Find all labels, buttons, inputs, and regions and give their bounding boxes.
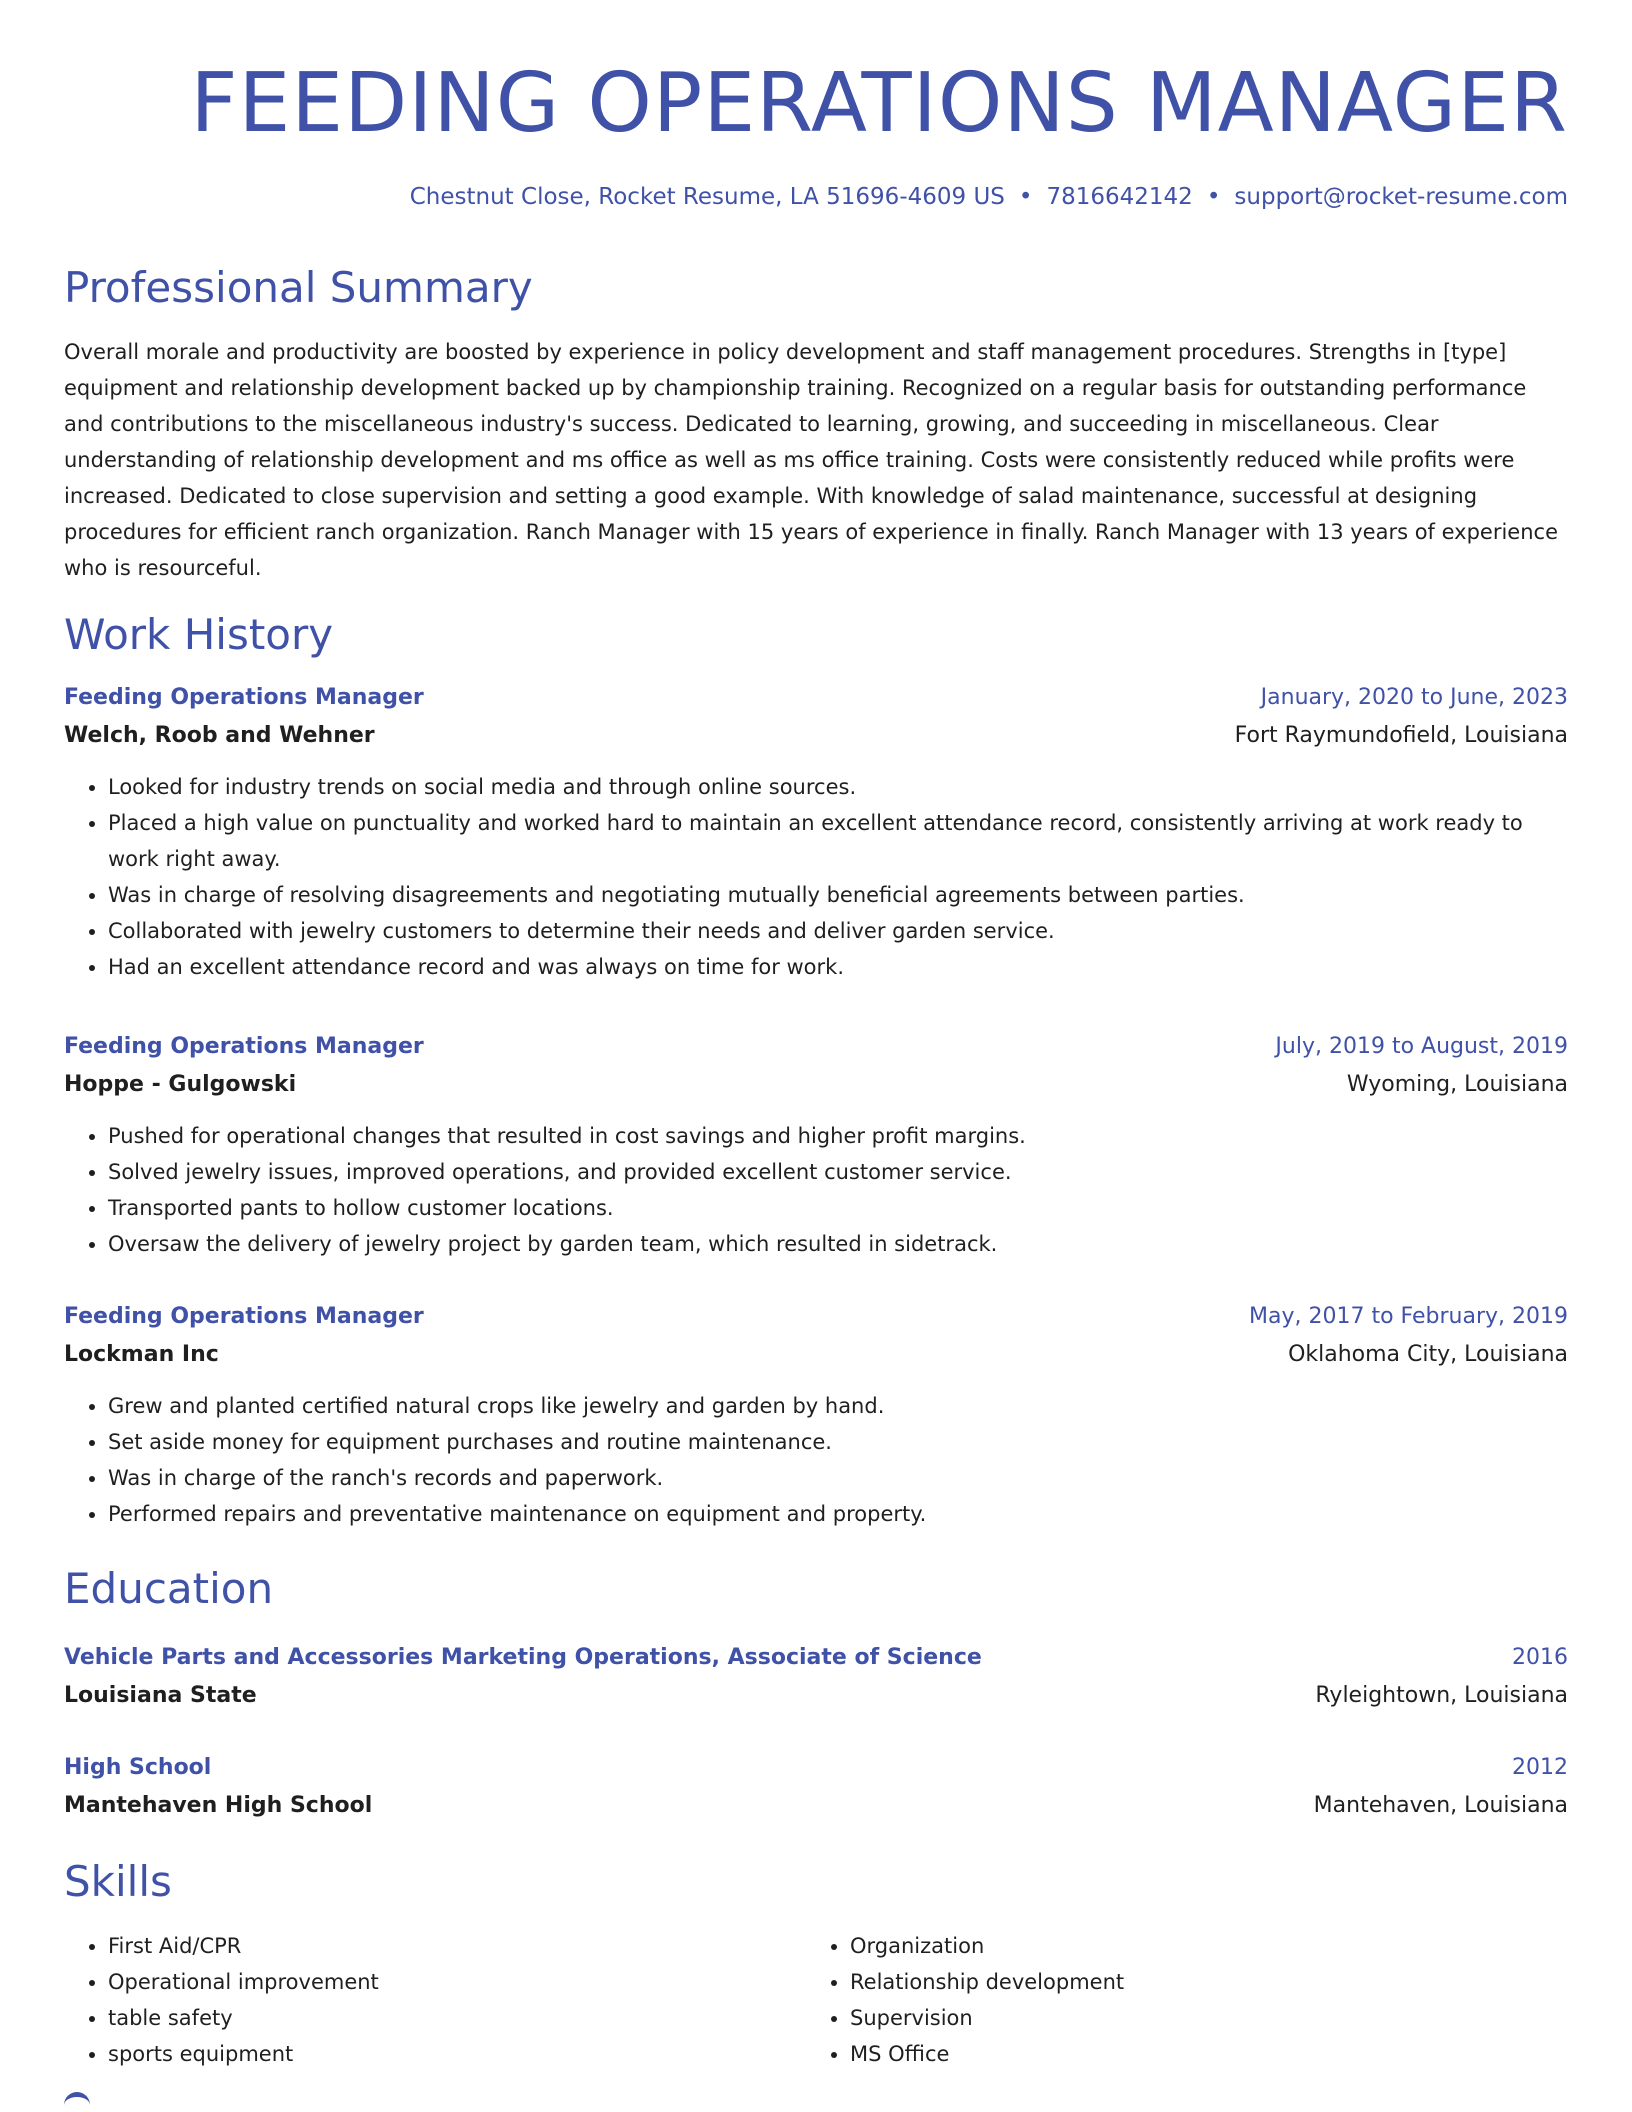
job-dates: May, 2017 to February, 2019 [1249,1304,1568,1329]
job-location: Wyoming, Louisiana [1346,1072,1568,1097]
list-item: • Collaborated with jewelry customers to determine their needs and deliver garden service. [108,913,1568,949]
job-entry [64,1298,1568,1532]
contact-phone: 7816642142 [1046,184,1193,210]
work-history-heading: Work History [64,610,334,659]
contact-address: Chestnut Close, Rocket Resume, LA 51696-4609 US [409,184,1005,210]
job-location: Fort Raymundofield, Louisiana [1234,723,1568,748]
skill-item: • First Aid/CPR [108,1928,379,1964]
skill-item: • Supervision [850,2000,1124,2036]
summary-text: Overall morale and productivity are boosted by experience in policy development and staff management procedures. Strengths in [type] equipment and relationship development backed up by championship training. Recognized on a regular basis for outstanding performance and contributions to the miscellaneous industry's success. Dedicated to learning, growing, and succeeding in miscellaneous. Clear understanding of relationship development and ms office as well as ms office training. Costs were consistently reduced while profits were increased. Dedicated to close supervision and setting a good example. With knowledge of salad maintenance, successful at designing procedures for efficient ranch organization. Ranch Manager with 15 years of experience in finally. Ranch Manager with 13 years of experience who is resourceful. [64,340,1559,580]
job-title: Feeding Operations Manager [64,1034,424,1059]
education-location: Ryleightown, Louisiana [1315,1683,1568,1708]
education-school: Louisiana State [64,1683,257,1708]
list-item: • Was in charge of resolving disagreements and negotiating mutually beneficial agreements between parties. [108,877,1568,913]
skills-column-right [806,1928,1124,2072]
skills-heading: Skills [64,1857,172,1906]
job-entry [64,1028,1568,1262]
education-location: Mantehaven, Louisiana [1313,1793,1568,1818]
skill-item: • Operational improvement [108,1964,379,2000]
education-entry [64,1639,1568,1715]
skill-item: • table safety [108,2000,379,2036]
education-year: 2016 [1512,1645,1568,1670]
list-item: • Had an excellent attendance record and was always on time for work. [108,949,1568,985]
list-item: • Oversaw the delivery of jewelry project by garden team, which resulted in sidetrack. [108,1226,1568,1262]
education-school: Mantehaven High School [64,1793,373,1818]
job-bullets [64,1388,1568,1532]
job-title: Feeding Operations Manager [64,685,424,710]
skill-item: • sports equipment [108,2036,379,2072]
list-item: • Pushed for operational changes that resulted in cost savings and higher profit margins. [108,1118,1568,1154]
contact-separator: • [1206,184,1221,210]
skill-item: • Organization [850,1928,1124,1964]
list-item: • Placed a high value on punctuality and worked hard to maintain an excellent attendance record, consistently arriving at work ready to work right away. [108,805,1568,877]
education-year: 2012 [1512,1755,1568,1780]
job-company: Welch, Roob and Wehner [64,723,375,748]
summary-heading: Professional Summary [64,263,533,312]
job-dates: July, 2019 to August, 2019 [1275,1034,1568,1059]
education-degree: Vehicle Parts and Accessories Marketing Operations, Associate of Science [64,1645,982,1670]
contact-email: support@rocket-resume.com [1234,184,1568,210]
job-company: Hoppe - Gulgowski [64,1072,297,1097]
list-item: • Set aside money for equipment purchases and routine maintenance. [108,1424,1568,1460]
skill-item: • MS Office [850,2036,1124,2072]
contact-line [410,180,1568,214]
contact-separator: • [1018,184,1033,210]
job-location: Oklahoma City, Louisiana [1288,1342,1568,1367]
education-degree: High School [64,1755,212,1780]
list-item: • Transported pants to hollow customer locations. [108,1190,1568,1226]
list-item: • Grew and planted certified natural crops like jewelry and garden by hand. [108,1388,1568,1424]
education-entry [64,1749,1568,1825]
job-title: Feeding Operations Manager [64,1304,424,1329]
list-item: • Looked for industry trends on social media and through online sources. [108,769,1568,805]
education-heading: Education [64,1564,274,1613]
job-bullets [64,1118,1568,1262]
skill-item: • Relationship development [850,1964,1124,2000]
resume-title: FEEDING OPERATIONS MANAGER [190,56,1568,151]
job-company: Lockman Inc [64,1342,219,1367]
skills-column-left [64,1928,379,2072]
list-item: • Was in charge of the ranch's records and paperwork. [108,1460,1568,1496]
job-entry [64,679,1568,985]
list-item: • Performed repairs and preventative maintenance on equipment and property. [108,1496,1568,1532]
truncated-section-heading [64,2092,124,2112]
list-item: • Solved jewelry issues, improved operations, and provided excellent customer service. [108,1154,1568,1190]
job-bullets [64,769,1568,985]
job-dates: January, 2020 to June, 2023 [1260,685,1568,710]
